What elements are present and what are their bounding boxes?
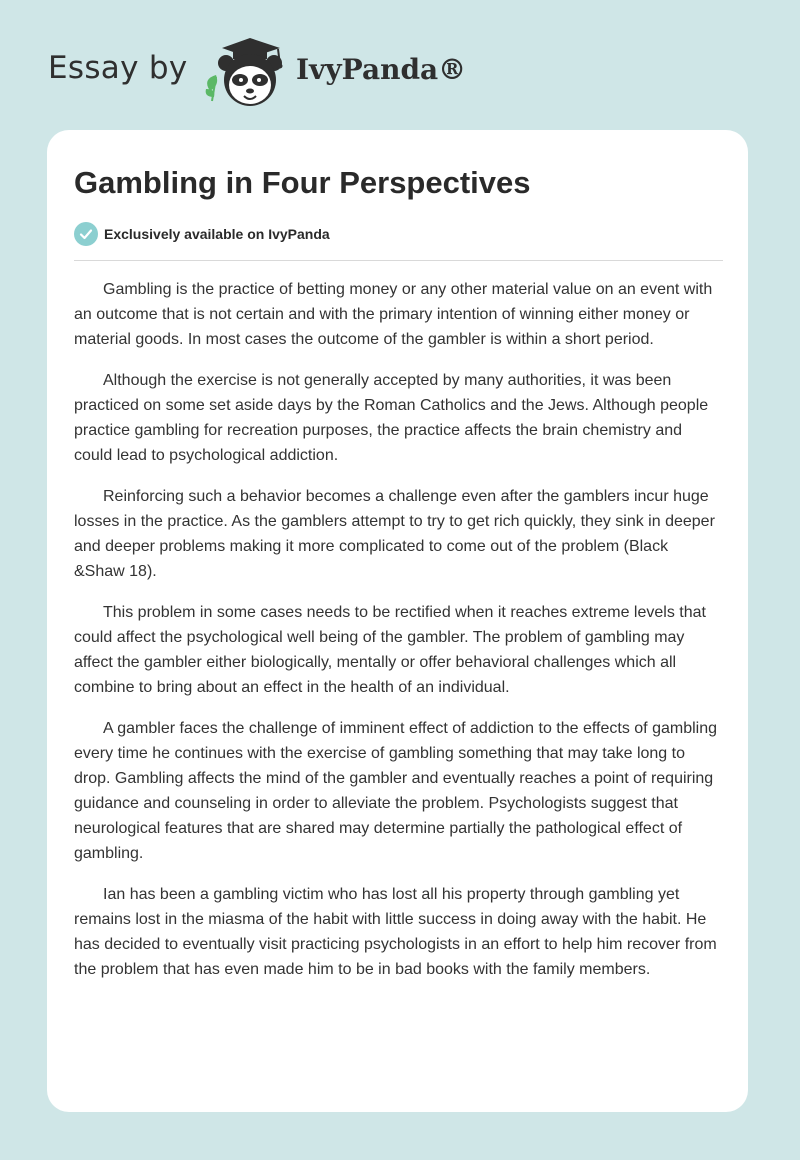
essay-card bbox=[47, 130, 748, 1112]
site-header bbox=[0, 0, 800, 120]
check-circle-icon bbox=[74, 222, 98, 246]
exclusive-badge-text: Exclusively available on IvyPanda bbox=[104, 226, 330, 242]
essay-body bbox=[74, 277, 722, 998]
paragraph: Ian has been a gambling victim who has lost all his property through gambling yet remains lost in the miasma of the habit with little success in doing away with the habit. He has decided to eventually visit practicing psychologists in an effort to help him recover from the problem that has even made him to be in bad books with the family members. bbox=[74, 886, 717, 978]
paragraph: A gambler faces the challenge of imminent effect of addiction to the effects of gambling every time he continues with the exercise of gambling something that may take long to drop. Gambling affects the mind of the gambler and eventually reaches a point of requiring guidance and counseling in order to alleviate the problem. Psychologists suggest that neurological features that are shared may determine partially the pathological effect of gambling. bbox=[74, 720, 717, 862]
essay-by-label: Essay by bbox=[48, 50, 188, 86]
exclusive-badge bbox=[74, 222, 330, 246]
paragraph: Although the exercise is not generally accepted by many authorities, it was been practiced on some set aside days by the Roman Catholics and the Jews. Although people practice gambling for recreation purposes, the practice affects the brain chemistry and could lead to psychological addiction. bbox=[74, 372, 709, 464]
essay-title: Gambling in Four Perspectives bbox=[74, 165, 531, 200]
panda-graduation-cap-icon[interactable] bbox=[200, 35, 292, 110]
brand-name[interactable]: IvyPanda® bbox=[296, 53, 467, 86]
paragraph: Reinforcing such a behavior becomes a challenge even after the gamblers incur huge losses in the practice. As the gamblers attempt to try to get rich quickly, they sink in deeper and deeper problems making it more complicated to come out of the problem (Black &Shaw 18). bbox=[74, 488, 715, 580]
divider bbox=[74, 260, 723, 261]
paragraph: Gambling is the practice of betting money or any other material value on an event with an outcome that is not certain and with the primary intention of winning either money or material goods. In most cases the outcome of the gambler is within a short period. bbox=[74, 281, 713, 348]
paragraph: This problem in some cases needs to be rectified when it reaches extreme levels that could affect the psychological well being of the gambler. The problem of gambling may affect the gambler either biologically, mentally or offer behavioral challenges which all combine to bring about an effect in the health of an individual. bbox=[74, 604, 706, 696]
